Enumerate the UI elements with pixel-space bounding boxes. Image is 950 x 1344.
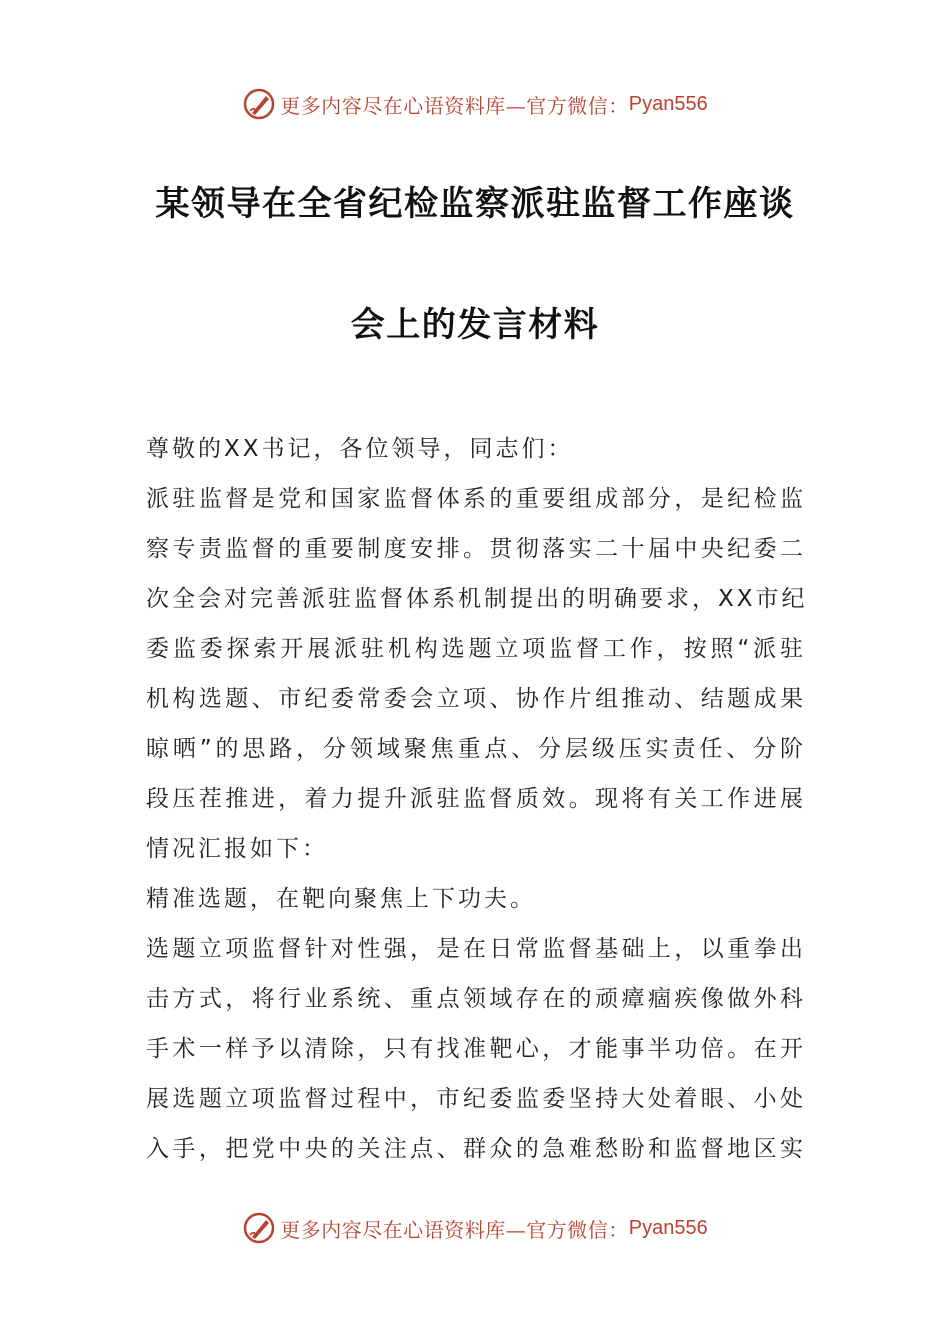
paragraph-2 [146,924,806,1174]
watermark-banner-top [0,84,950,124]
text-line: 晾晒”的思路，分领域聚焦重点、分层级压实责任、分阶 [146,736,806,762]
watermark-prefix: 更多内容尽在心语资料库— [280,1217,527,1242]
document-title-line1: 某领导在全省纪检监察派驻监督工作座谈 [155,184,795,224]
text-line: 选题立项监督针对性强，是在日常监督基础上，以重拳出 [146,936,806,962]
text-line: 段压茬推进，着力提升派驻监督质效。现将有关工作进展 [146,786,806,812]
watermark-banner-bottom [0,1208,950,1248]
text-line: 察专责监督的重要制度安排。贯彻落实二十届中央纪委二 [146,536,806,562]
watermark-label: 官方微信： [526,93,629,118]
text-line: 机构选题、市纪委常委会立项、协作片组推动、结题成果 [146,686,806,712]
pen-logo-icon [242,87,276,121]
text-line: 展选题立项监督过程中，市纪委监委坚持大处着眼、小处 [146,1086,806,1112]
text-line: 入手，把党中央的关注点、群众的急难愁盼和监督地区实 [146,1136,806,1162]
text-line: 派驻监督是党和国家监督体系的重要组成部分，是纪检监 [146,486,806,512]
watermark-id: Pyan556 [628,1216,708,1239]
paragraph-1 [146,474,806,874]
watermark-id: Pyan556 [628,92,708,115]
watermark-prefix: 更多内容尽在心语资料库— [280,93,527,118]
watermark-label: 官方微信： [526,1217,629,1242]
document-title-line2: 会上的发言材料 [350,305,600,345]
section-heading-1: 精准选题，在靶向聚焦上下功夫。 [146,886,536,912]
text-line: 手术一样予以清除，只有找准靶心，才能事半功倍。在开 [146,1036,806,1062]
text-line: 击方式，将行业系统、重点领域存在的顽瘴痼疾像做外科 [146,986,806,1012]
text-line: 情况汇报如下： [146,836,328,862]
greeting: 尊敬的XX书记，各位领导，同志们： [146,436,574,462]
pen-logo-icon [242,1211,276,1245]
document-body [146,424,806,1174]
text-line: 次全会对完善派驻监督体系机制提出的明确要求，XX市纪 [146,586,808,612]
text-line: 委监委探索开展派驻机构选题立项监督工作，按照“派驻 [146,636,806,662]
